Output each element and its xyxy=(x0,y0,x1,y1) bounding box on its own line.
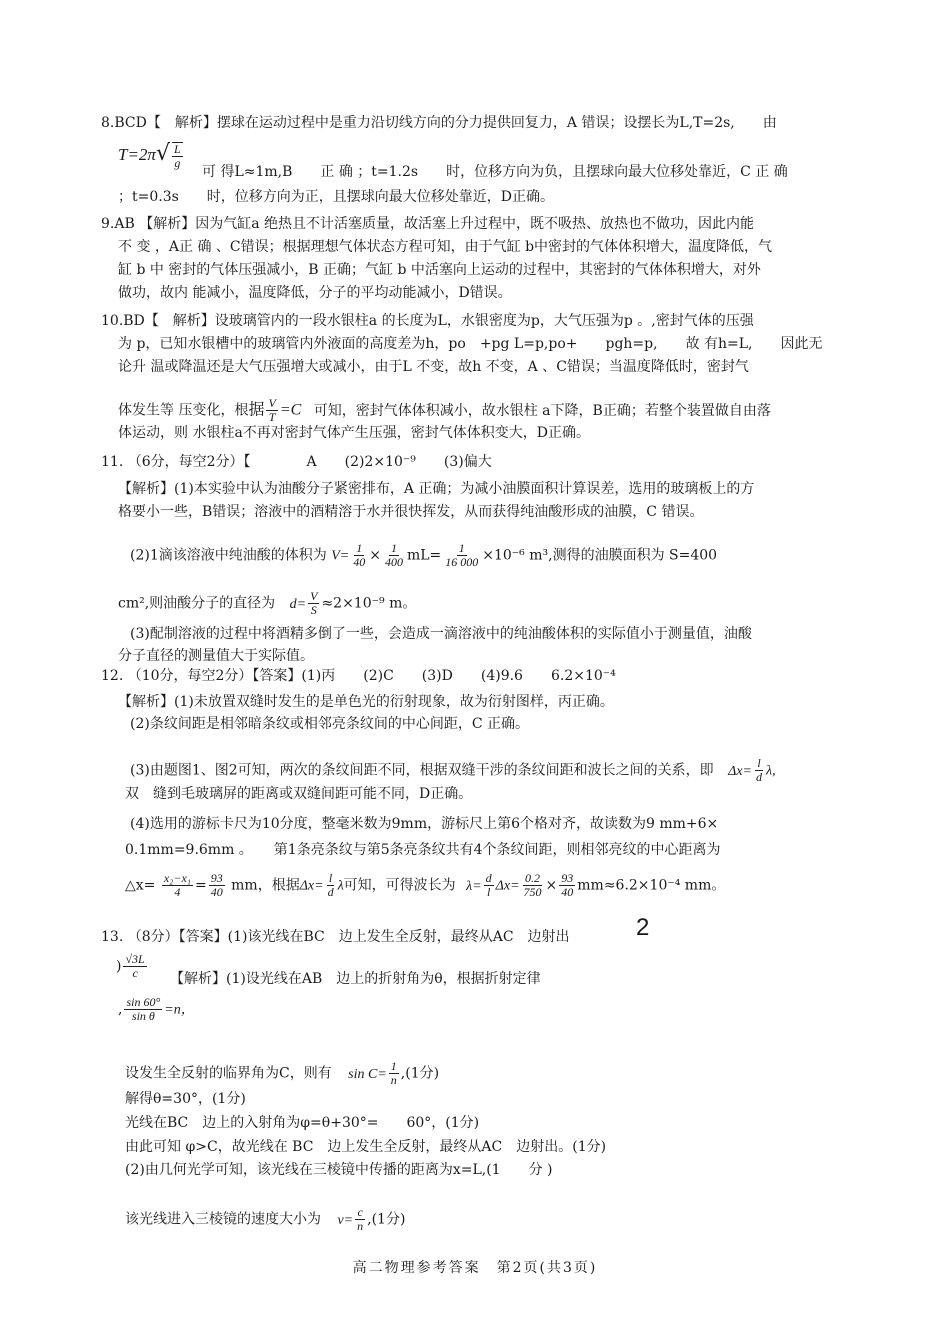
q13-critical-angle: 设发生全反射的临界角为C，则有 sin C= $\frac{1}{n}$ ,(1分) xyxy=(125,1059,440,1087)
q12-analysis-4a: (4)选用的游标卡尺为10分度，整毫米数为9mm，游标尺上第6个格对齐，故读数为9 mm+6× xyxy=(130,816,719,832)
q12-analysis-3a: (3)由题图1、图2可知，两次的条纹间距不同，根据双缝干涉的条纹间距和波长之间的关系，即 Δx= $\frac{l}{d}$ λ, xyxy=(130,756,776,784)
q10-line-2: 为 p，已知水银槽中的玻璃管内外液面的高度差为h，po +pg L=p,po+ pgh=p, 故 有h=L, 因此无 xyxy=(118,336,823,352)
q11-analysis-1: 【解析】(1)本实验中认为油酸分子紧密排布，A 正确；为减小油膜面积计算误差，选用的玻璃板上的方 xyxy=(118,481,755,497)
q11-analysis-2: 格要小一些，B错误；溶液中的酒精溶于水并很快挥发，从而获得纯油酸形成的油膜，C 错误。 xyxy=(118,504,704,520)
q11-analysis-3a: (3)配制溶液的过程中将酒精多倒了一些，会造成一滴溶液中的纯油酸体积的实际值小于测量值，油酸 xyxy=(130,626,752,642)
q11-volume-line: (2)1滴该溶液中纯油酸的体积为 V= $\frac{1}{40}$ × $\frac{1}{400}$ mL= $\frac{1}{16 000}$ ×10⁻⁶ m³,测得的油膜面积为 S=400 xyxy=(130,541,718,569)
q8-line-2: 可 得L≈1m,B 正 确 ；t=1.2s 时，位移方向为负，且摆球向最大位移处靠近，C 正 确 xyxy=(202,164,788,180)
page-footer: 高二物理参考答案 第2页(共3页) xyxy=(352,1260,598,1276)
q13-velocity: 该光线进入三棱镜的速度大小为 v= $\frac{c}{n}$ ,(1分) xyxy=(125,1205,406,1233)
q13-analysis-1: 【解析】(1)设光线在AB 边上的折射角为θ，根据折射定律 xyxy=(170,971,541,987)
q9-line-3: 缸 b 中 密封的气体压强减小，B 正确；气缸 b 中活塞向上运动的过程中，其密封的气体体积增大，对外 xyxy=(118,262,761,278)
q8-line-1: 8.BCD【 解析】摆球在运动过程中是重力沿切线方向的分力提供回复力，A 错误；设摆长为L,T=2s, 由 xyxy=(101,115,777,131)
q13-conclusion: 由此可知 φ>C，故光线在 BC 边上发生全反射，最终从AC 边射出。(1分) xyxy=(125,1139,607,1155)
q8-pendulum-formula: T=2π√ $\frac{L}{g}$ xyxy=(118,141,181,170)
q12-analysis-3b: 双 缝到毛玻璃屏的距离或双缝间距可能不同，D正确。 xyxy=(125,786,473,802)
q12-analysis-1: 【解析】(1)未放置双缝时发生的是单色光的衍射现象，故为衍射图样，丙正确。 xyxy=(118,694,614,710)
q13-refraction-law: , $\frac{\sin 60^\circ}{\text{sin θ}}$ =n， xyxy=(118,995,195,1023)
q8-line-3: ；t=0.3s 时，位移方向为正，且摆球向最大位移处靠近，D正确。 xyxy=(118,189,555,205)
q11-diameter-line: cm²,则油酸分子的直径为 d= $\frac{V}{S}$ ≈2×10⁻⁹ m。 xyxy=(118,589,417,617)
q13-solve-theta: 解得θ=30°，(1分) xyxy=(125,1091,246,1107)
q10-line-3: 论升 温或降温还是大气压强增大或减小，由于L 不变，故h 不变，A 、C错误；当温度降低时，密封气 xyxy=(118,359,749,375)
q13-distance: (2)由几何光学可知，该光线在三棱镜中传播的距离为x=L,(1 分 ) xyxy=(125,1162,553,1178)
q11-analysis-3b: 分子直径的测量值大于实际值。 xyxy=(118,648,314,664)
q12-answer-header: 12. （10分，每空2分）【答案】(1)丙 (2)C (3)D (4)9.6 6.2×10⁻⁴ xyxy=(101,668,616,684)
q12-analysis-4c: △x= $\frac{\text{x₂−x₁}}{4}$ = $\frac{93}{40}$ mm，根据Δx= $\frac{l}{d}$ λ可知，可得波长为 λ= $\frac{d}{l}$ Δx= $\frac{0.2}{750}$ × $\frac{93}{40}$ mm≈6.2×10⁻⁴ mm。 xyxy=(125,871,726,899)
q13-answer-2: ) $\frac{√3L}{c}$ xyxy=(116,952,145,980)
q11-answer-header: 11. （6分，每空2分）【 A (2)2×10⁻⁹ (3)偏大 xyxy=(101,454,492,470)
q10-line-5: 体运动，则 水银柱a不再对密封气体产生压强，密封气体体积变大，D正确。 xyxy=(118,425,591,441)
q10-line-4: 体发生等 压变化，根据 $\frac{V}{T}$ =C 可知，密封气体体积减小，故水银柱 a下降，B正确；若整个装置做自由落 xyxy=(118,396,771,424)
q13-incident-angle: 光线在BC 边上的入射角为φ=θ+30°= 60°，(1分) xyxy=(125,1115,480,1131)
q13-answer-header: 13. （8分）【答案】(1)该光线在BC 边上发生全反射，最终从AC 边射出 xyxy=(101,929,570,945)
q13-margin-number: 2 xyxy=(636,914,650,941)
q9-line-2: 不 变 ，A正 确 、C错误；根据理想气体状态方程可知，由于气缸 b中密封的气体体积增大，温度降低，气 xyxy=(118,239,773,255)
q12-analysis-4b: 0.1mm=9.6mm 。 第1条亮条纹与第5条亮条纹共有4个条纹间距，则相邻亮纹的中心距离为 xyxy=(125,842,721,858)
q9-line-1: 9.AB 【解析】因为气缸a 绝热且不计活塞质量，故活塞上升过程中，既不吸热、放热也不做功，因此内能 xyxy=(101,216,755,232)
q12-analysis-2: (2)条纹间距是相邻暗条纹或相邻亮条纹间的中心间距，C 正确。 xyxy=(130,716,529,732)
q10-line-1: 10.BD【 解析】设玻璃管内的一段水银柱a 的长度为L，水银密度为p，大气压强为p 。,密封气体的压强 xyxy=(101,313,754,329)
q9-line-4: 做功，故内 能减小，温度降低，分子的平均动能减小，D错误。 xyxy=(118,285,512,301)
